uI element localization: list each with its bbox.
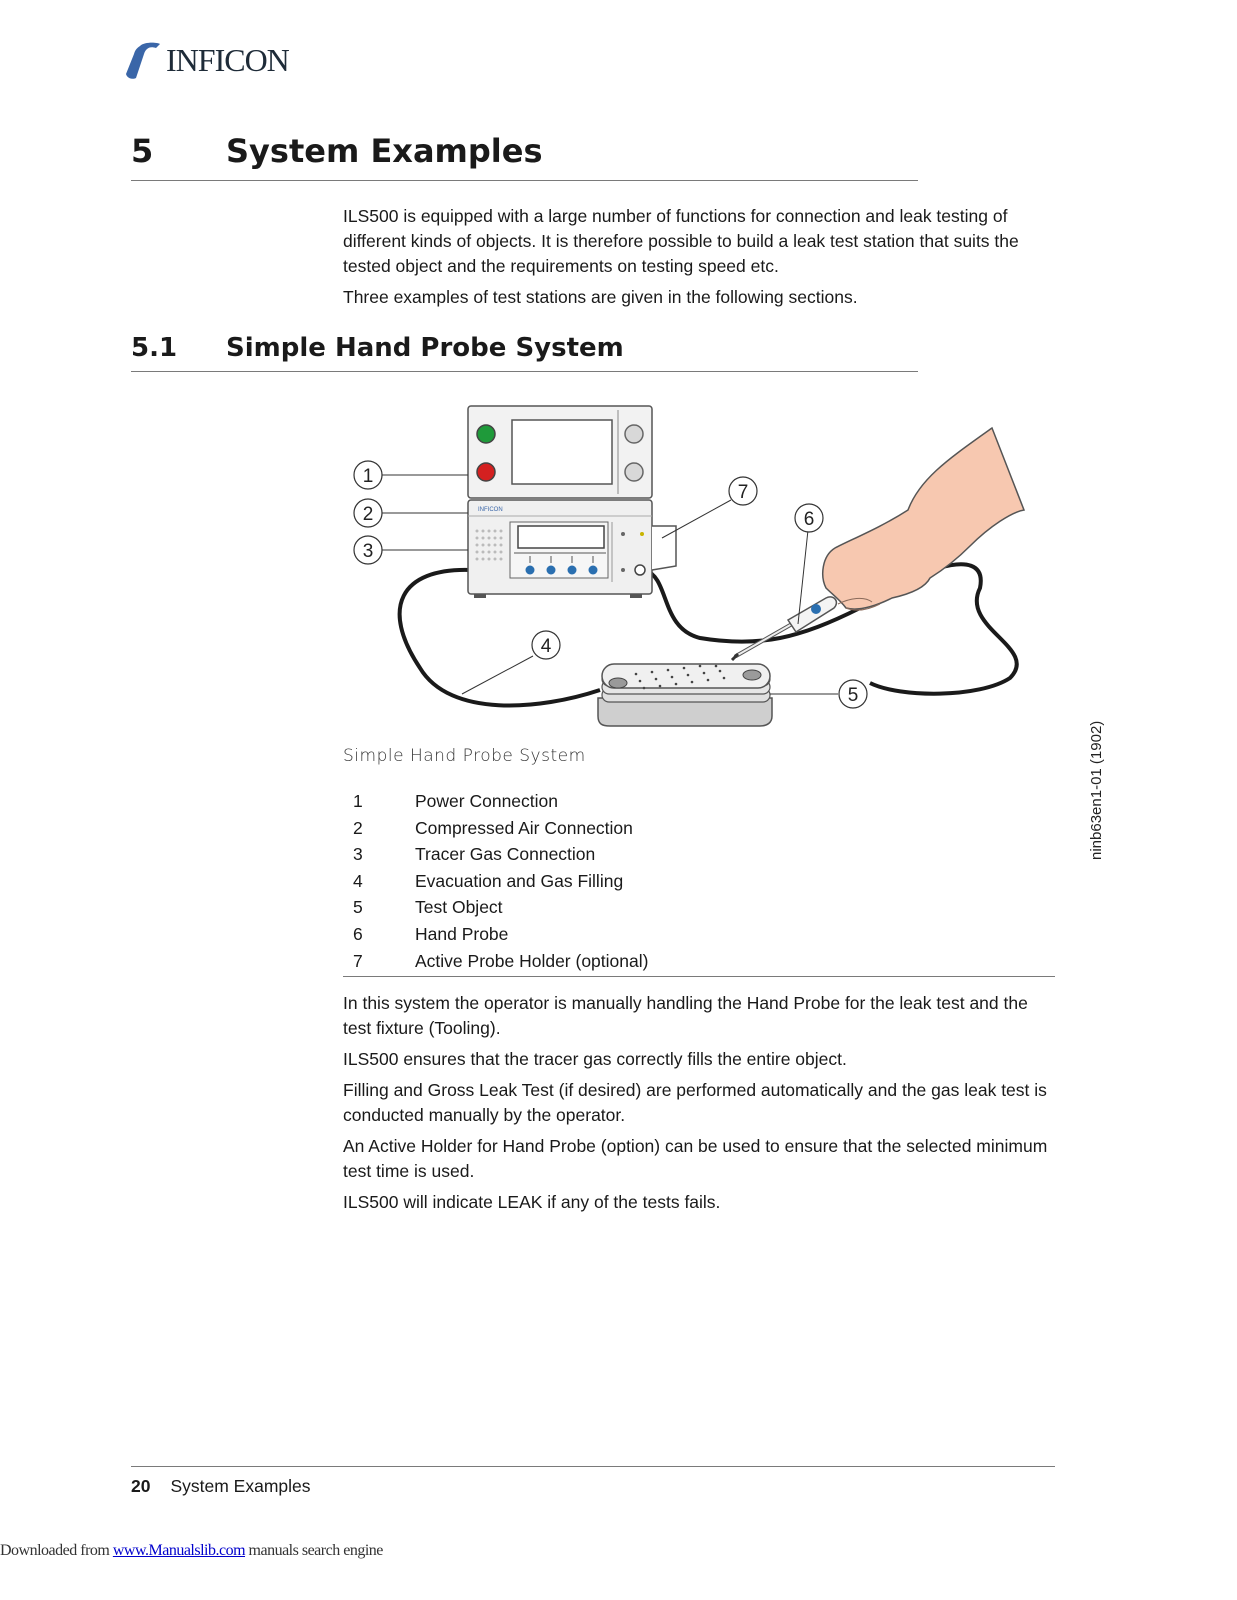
- legend-number: 3: [353, 844, 363, 865]
- body-paragraph: ILS500 will indicate LEAK if any of the tests fails.: [343, 1192, 721, 1212]
- manualslib-link[interactable]: www.Manualslib.com: [112, 1542, 246, 1559]
- figure-caption: Simple Hand Probe System: [343, 746, 586, 766]
- figure-legend: [343, 788, 1055, 974]
- legend-label: Active Probe Holder (optional): [415, 950, 649, 971]
- legend-row: [343, 788, 1055, 815]
- svg-text:1: 1: [362, 466, 374, 487]
- legend-label: Tracer Gas Connection: [415, 844, 596, 865]
- chapter-number: 5: [131, 132, 154, 170]
- section-number: 5.1: [131, 333, 178, 363]
- footer-title: System Examples: [170, 1476, 311, 1496]
- document-code: ninb63en1-01 (1902): [1088, 720, 1105, 860]
- download-banner: [0, 1542, 383, 1560]
- section-heading: [131, 333, 624, 363]
- operator-hand-icon: [823, 428, 1024, 609]
- section-rule: [131, 371, 918, 372]
- legend-number: 2: [353, 817, 363, 838]
- legend-row: [343, 841, 1055, 868]
- callout-4: [532, 631, 560, 659]
- body-paragraph: Filling and Gross Leak Test (if desired) are performed automatically and the gas leak test is conducted manually by the operator.: [343, 1080, 1047, 1125]
- legend-label: Evacuation and Gas Filling: [415, 870, 624, 891]
- legend-number: 1: [353, 791, 363, 811]
- hand-probe-system-illustration: [340, 398, 1030, 738]
- page-footer: [131, 1476, 311, 1497]
- svg-text:5: 5: [847, 685, 859, 706]
- callout-3: [354, 536, 382, 564]
- legend-number: 5: [353, 897, 363, 918]
- inficon-logo: [126, 40, 326, 84]
- intro-text: [343, 204, 1055, 316]
- svg-text:6: 6: [803, 509, 815, 530]
- svg-text:4: 4: [540, 636, 552, 657]
- logo-text: INFICON: [166, 42, 289, 78]
- upper-unit-icon: [468, 406, 652, 498]
- callout-6: [795, 504, 823, 532]
- legend-number: 4: [353, 870, 363, 891]
- legend-label: Hand Probe: [415, 923, 509, 944]
- section-title: Simple Hand Probe System: [226, 333, 624, 363]
- download-suffix: manuals search engine: [245, 1542, 383, 1559]
- legend-row: [343, 868, 1055, 895]
- callout-1: [354, 461, 382, 489]
- body-paragraph: ILS500 ensures that the tracer gas correctly fills the entire object.: [343, 1049, 847, 1069]
- footer-rule: [131, 1466, 1055, 1467]
- intro-paragraph: ILS500 is equipped with a large number of functions for connection and leak testing of different kinds of objects. It is therefore possible to build a leak test station that suits the tested object and the requirements on testing speed etc.: [343, 206, 1019, 276]
- callout-7: [729, 477, 757, 505]
- svg-text:3: 3: [362, 541, 374, 562]
- svg-text:2: 2: [362, 504, 374, 525]
- system-figure: [340, 398, 1030, 738]
- legend-number: 6: [353, 923, 363, 944]
- legend-row: [343, 948, 1055, 975]
- legend-rule: [343, 976, 1055, 977]
- callout-5: [839, 680, 867, 708]
- legend-label: Power Connection: [415, 791, 558, 811]
- legend-row: [343, 894, 1055, 921]
- legend-label: Test Object: [415, 897, 503, 918]
- legend-number: 7: [353, 950, 363, 971]
- legend-row: [343, 815, 1055, 842]
- chapter-title: System Examples: [226, 132, 543, 170]
- body-text: [343, 991, 1055, 1221]
- page-number: 20: [131, 1476, 151, 1496]
- inficon-logo-mark-icon: [126, 40, 166, 84]
- chapter-heading: [131, 132, 543, 170]
- chapter-rule: [131, 180, 918, 181]
- callout-2: [354, 499, 382, 527]
- svg-text:INFICON: INFICON: [478, 507, 503, 513]
- test-object-icon: [598, 664, 772, 726]
- svg-text:7: 7: [737, 482, 749, 503]
- intro-paragraph: Three examples of test stations are given in the following sections.: [343, 287, 858, 307]
- body-paragraph: In this system the operator is manually handling the Hand Probe for the leak test and the test fixture (Tooling).: [343, 993, 1028, 1038]
- download-prefix: Downloaded from: [0, 1542, 113, 1559]
- lower-unit-icon: [468, 500, 652, 598]
- legend-label: Compressed Air Connection: [415, 817, 633, 838]
- legend-row: [343, 921, 1055, 948]
- body-paragraph: An Active Holder for Hand Probe (option) can be used to ensure that the selected minimum test time is used.: [343, 1136, 1048, 1181]
- hand-probe-icon: [732, 597, 836, 660]
